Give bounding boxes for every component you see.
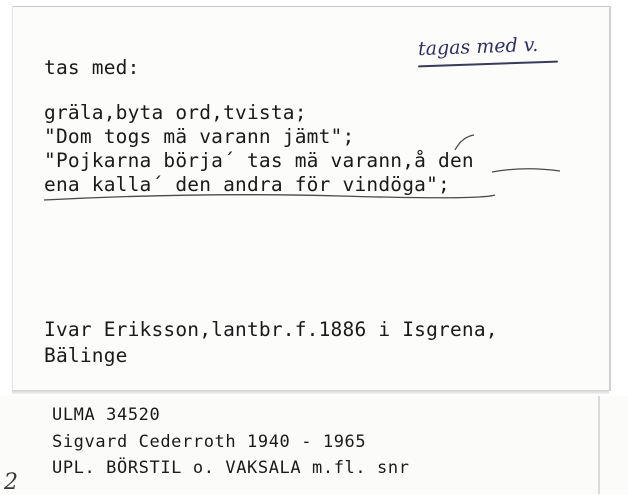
archive-id: ULMA 34520 [52,405,161,425]
collector: Sigvard Cederroth 1940 - 1965 [52,432,367,452]
informant-line-1: Ivar Eriksson,lantbr.f.1886 i Isgrena, [44,318,498,341]
handwritten-note: tagas med v. [417,33,539,61]
example-1: "Dom togs mä varann jämt"; [44,125,355,148]
example-2-line-2: ena kalla´ den andra för vindöga"; [44,173,450,196]
definition: gräla,byta ord,tvista; [44,101,307,124]
headword: tas med: [44,56,140,79]
informant-line-2: Bälinge [44,344,128,367]
location: UPL. BÖRSTIL o. VAKSALA m.fl. snr [52,458,410,478]
example-2-line-1: "Pojkarna börja´ tas mä varann,å den [44,149,474,172]
stub-edge [598,396,600,494]
corner-number: 2 [4,470,18,495]
